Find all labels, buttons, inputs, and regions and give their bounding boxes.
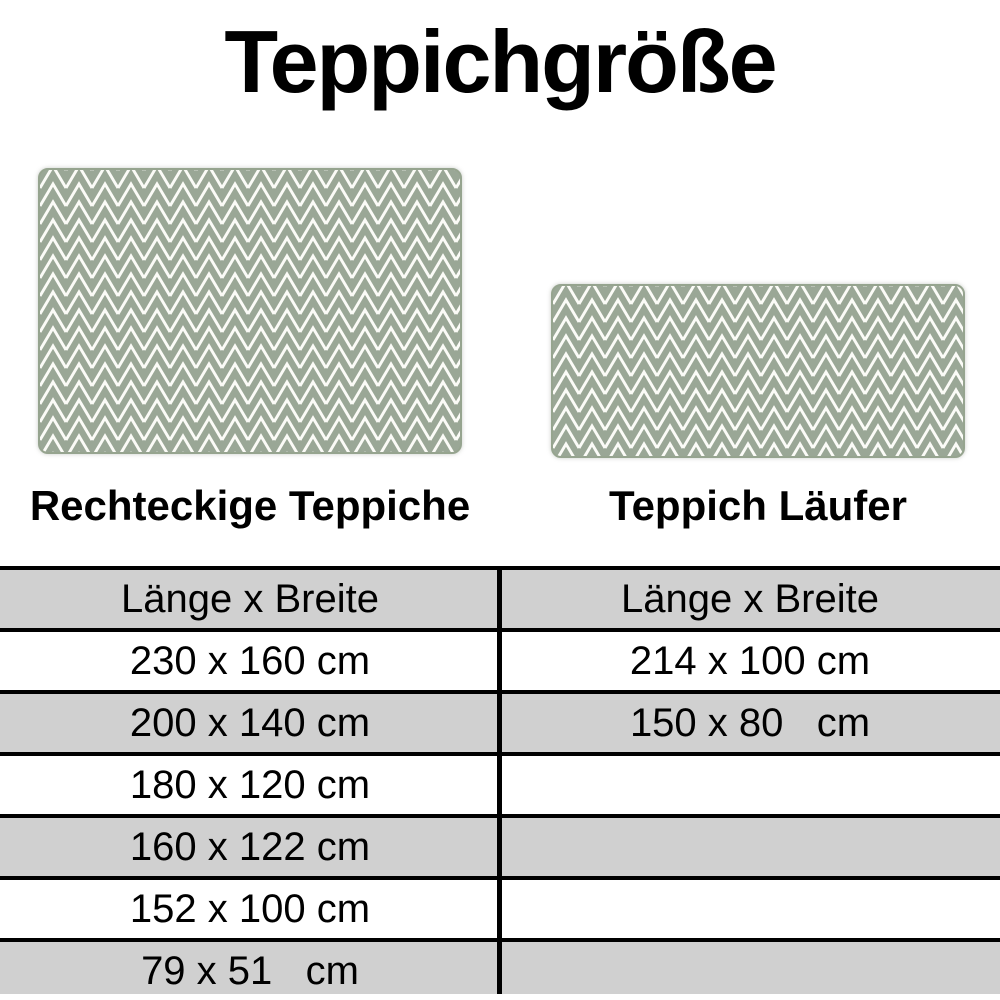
header-laenge-breite-left: Länge x Breite [121,576,379,621]
size-cell-right [500,880,1000,938]
size-cell-right: 214 x 100 cm [629,638,871,683]
runner-rug-image [551,284,965,458]
header-laenge-breite-right: Länge x Breite [621,576,879,621]
column-divider-line [497,566,502,994]
size-cell-right [500,818,1000,876]
size-cell-right: 150 x 80 cm [629,700,871,745]
size-table [0,566,1000,994]
chevron-pattern-runner [553,286,963,456]
size-cell-left: 160 x 122 cm [129,824,371,869]
page-title: Teppichgröße [224,12,776,111]
size-cell-left: 200 x 140 cm [129,700,371,745]
chevron-pattern-rect [40,170,460,452]
size-cell-left: 230 x 160 cm [129,638,371,683]
label-rectangular-rugs: Rechteckige Teppiche [29,482,471,529]
size-cell-right [500,942,1000,994]
size-cell-left: 180 x 120 cm [129,762,371,807]
size-cell-right [500,756,1000,814]
size-cell-left: 152 x 100 cm [129,886,371,931]
rectangular-rug-image [38,168,462,454]
size-cell-left: 79 x 51 cm [141,948,359,993]
label-runner-rugs: Teppich Läufer [609,482,907,529]
